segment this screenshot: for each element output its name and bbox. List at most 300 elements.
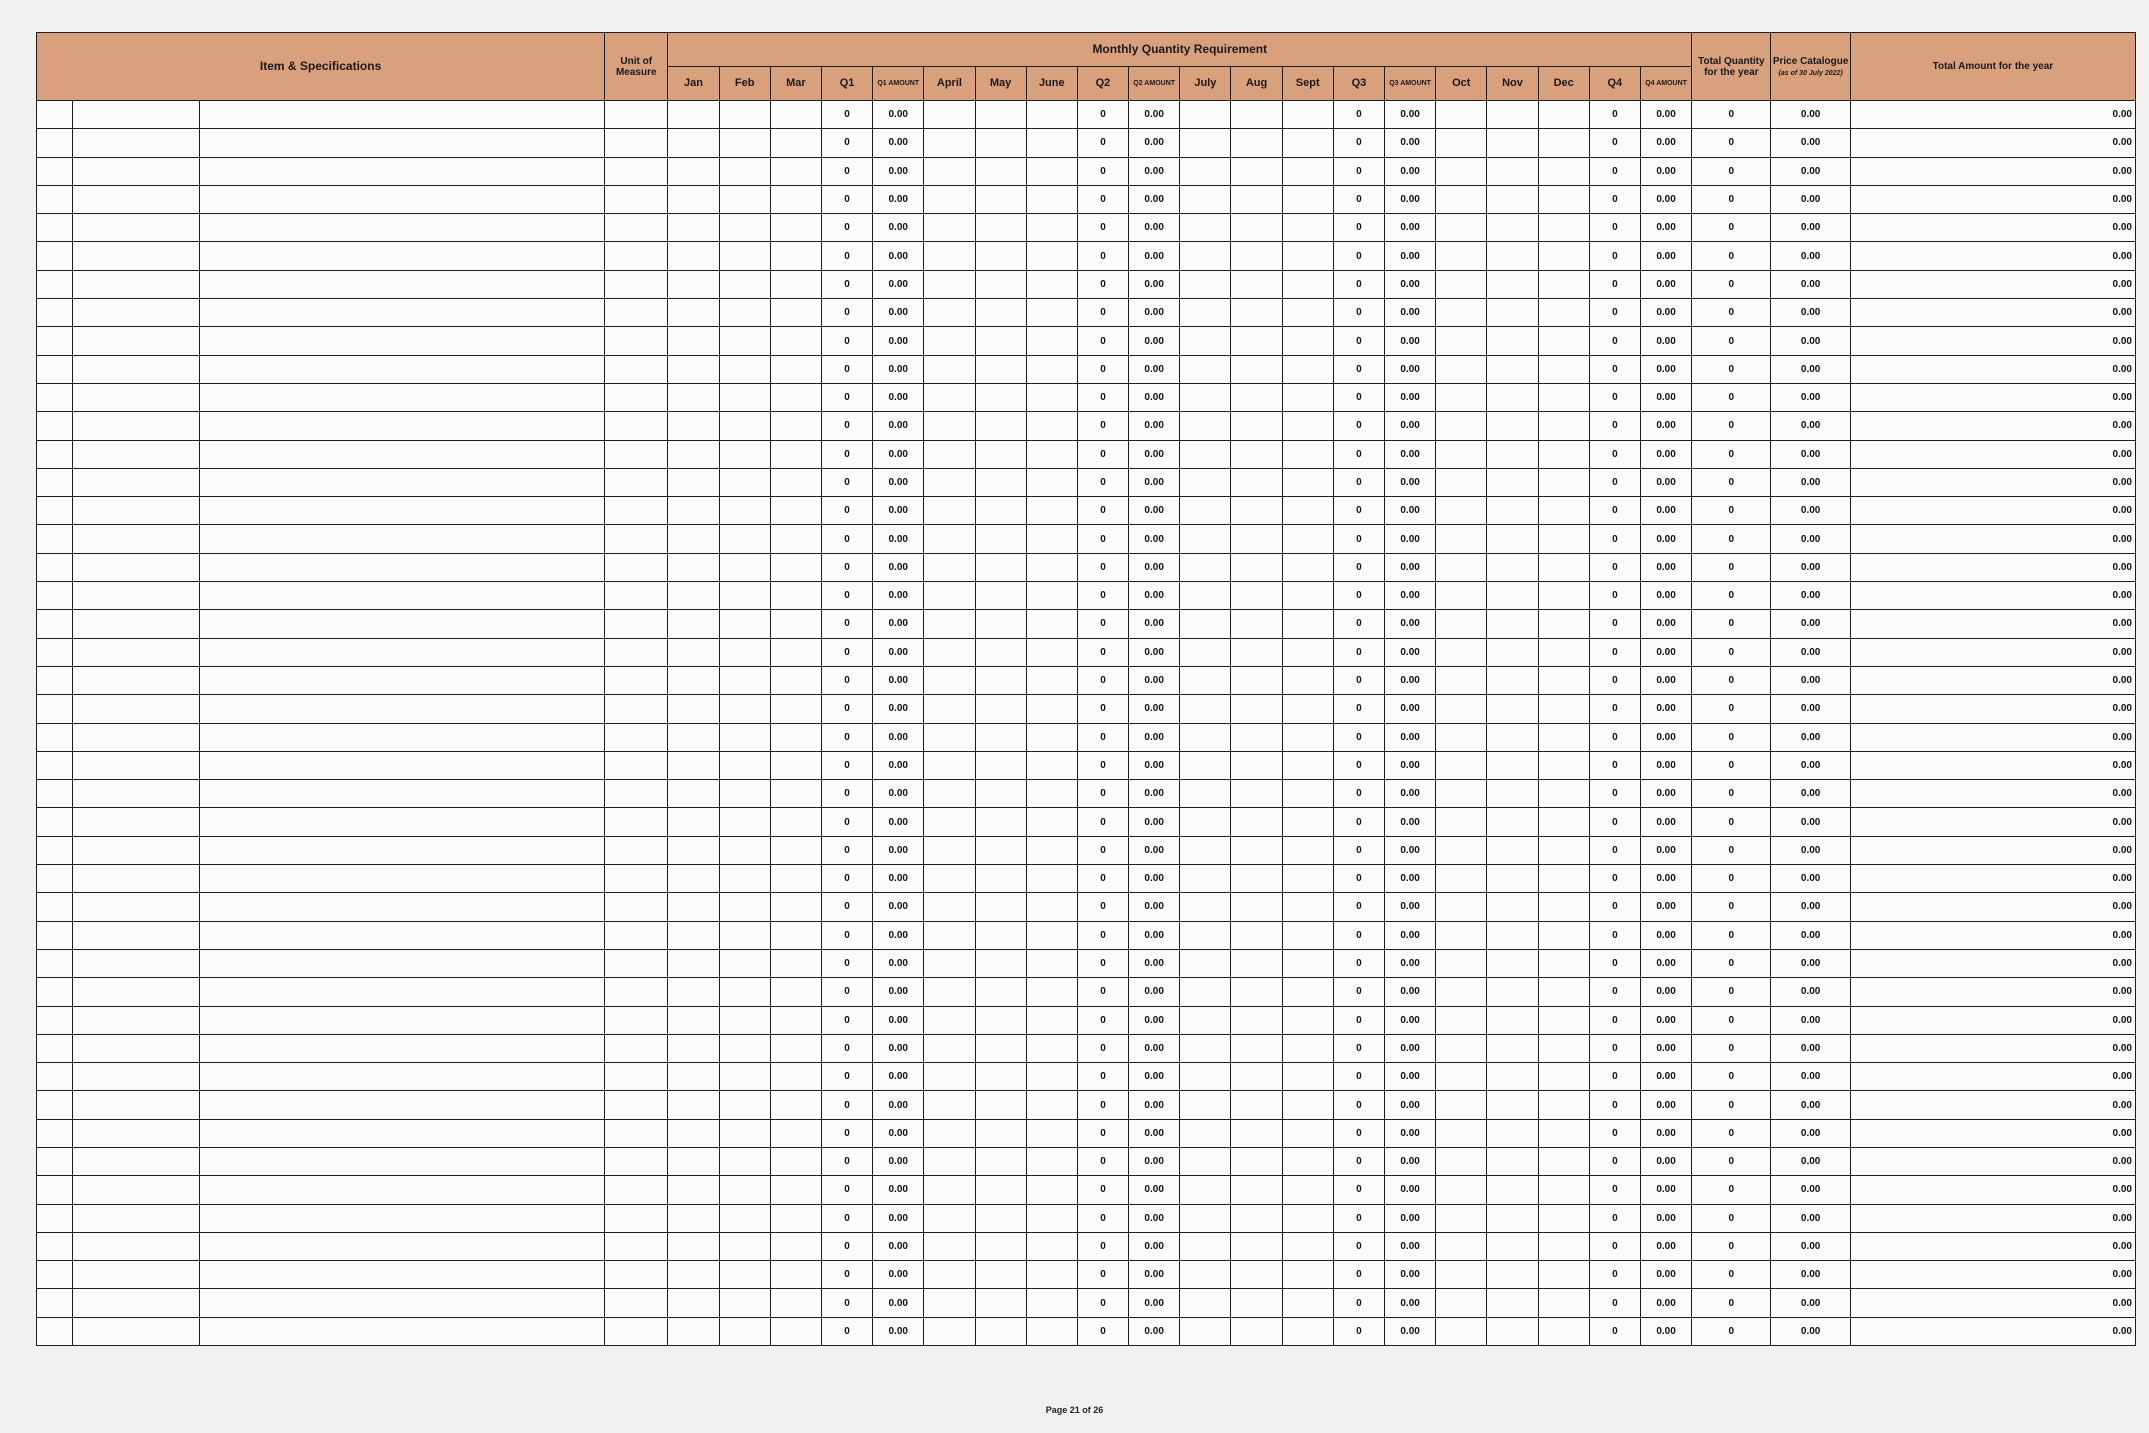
sept-cell <box>1282 1176 1333 1204</box>
q3-amount-cell: 0.00 <box>1385 893 1436 921</box>
mar-cell <box>770 553 821 581</box>
row-number-cell <box>37 695 73 723</box>
nov-cell <box>1487 751 1538 779</box>
q2-amount-cell: 0.00 <box>1129 157 1180 185</box>
total-quantity-cell: 0 <box>1692 1006 1771 1034</box>
q1-cell: 0 <box>821 1091 872 1119</box>
sept-cell <box>1282 440 1333 468</box>
total-quantity-cell: 0 <box>1692 808 1771 836</box>
q1-cell: 0 <box>821 666 872 694</box>
q1-cell: 0 <box>821 921 872 949</box>
july-cell <box>1180 1261 1231 1289</box>
row-number-cell <box>37 1034 73 1062</box>
oct-cell <box>1436 723 1487 751</box>
june-cell <box>1026 808 1077 836</box>
feb-cell <box>719 327 770 355</box>
q1-amount-cell: 0.00 <box>873 1204 924 1232</box>
may-cell <box>975 1317 1026 1345</box>
q3-amount-cell: 0.00 <box>1385 780 1436 808</box>
june-cell <box>1026 638 1077 666</box>
jan-cell <box>668 1176 719 1204</box>
q2-cell: 0 <box>1077 468 1128 496</box>
april-cell <box>924 1006 975 1034</box>
item-description-cell <box>199 497 605 525</box>
q2-amount-cell: 0.00 <box>1129 865 1180 893</box>
may-cell <box>975 1091 1026 1119</box>
item-code-cell <box>73 412 199 440</box>
header-april: April <box>924 67 975 101</box>
dec-cell <box>1538 1006 1589 1034</box>
mar-cell <box>770 440 821 468</box>
oct-cell <box>1436 1176 1487 1204</box>
table-row <box>37 1147 2136 1175</box>
sept-cell <box>1282 468 1333 496</box>
jan-cell <box>668 808 719 836</box>
q1-amount-cell: 0.00 <box>873 723 924 751</box>
item-description-cell <box>199 214 605 242</box>
april-cell <box>924 751 975 779</box>
item-code-cell <box>73 780 199 808</box>
q4-amount-cell: 0.00 <box>1640 1006 1691 1034</box>
price-cell: 0.00 <box>1771 440 1850 468</box>
item-description-cell <box>199 1176 605 1204</box>
may-cell <box>975 865 1026 893</box>
q2-cell: 0 <box>1077 185 1128 213</box>
oct-cell <box>1436 553 1487 581</box>
july-cell <box>1180 1034 1231 1062</box>
may-cell <box>975 1176 1026 1204</box>
total-amount-cell: 0.00 <box>1850 1289 2135 1317</box>
q1-amount-cell: 0.00 <box>873 1091 924 1119</box>
price-catalogue-label: Price Catalogue <box>1772 55 1849 67</box>
q2-cell: 0 <box>1077 157 1128 185</box>
unit-cell <box>605 242 668 270</box>
row-number-cell <box>37 327 73 355</box>
q3-cell: 0 <box>1333 808 1384 836</box>
q4-cell: 0 <box>1589 327 1640 355</box>
sept-cell <box>1282 327 1333 355</box>
feb-cell <box>719 355 770 383</box>
price-cell: 0.00 <box>1771 1091 1850 1119</box>
q3-cell: 0 <box>1333 1176 1384 1204</box>
q2-amount-cell: 0.00 <box>1129 921 1180 949</box>
oct-cell <box>1436 751 1487 779</box>
q1-amount-cell: 0.00 <box>873 865 924 893</box>
mar-cell <box>770 893 821 921</box>
q4-cell: 0 <box>1589 242 1640 270</box>
q3-amount-cell: 0.00 <box>1385 836 1436 864</box>
q3-amount-cell: 0.00 <box>1385 582 1436 610</box>
oct-cell <box>1436 1063 1487 1091</box>
dec-cell <box>1538 893 1589 921</box>
may-cell <box>975 610 1026 638</box>
mar-cell <box>770 836 821 864</box>
april-cell <box>924 836 975 864</box>
dec-cell <box>1538 101 1589 129</box>
item-code-cell <box>73 129 199 157</box>
dec-cell <box>1538 695 1589 723</box>
q4-cell: 0 <box>1589 1261 1640 1289</box>
april-cell <box>924 355 975 383</box>
oct-cell <box>1436 638 1487 666</box>
item-code-cell <box>73 1261 199 1289</box>
aug-cell <box>1231 270 1282 298</box>
total-amount-cell: 0.00 <box>1850 978 2135 1006</box>
july-cell <box>1180 1289 1231 1317</box>
row-number-cell <box>37 1147 73 1175</box>
q2-cell: 0 <box>1077 1063 1128 1091</box>
q4-cell: 0 <box>1589 836 1640 864</box>
aug-cell <box>1231 440 1282 468</box>
table-row <box>37 780 2136 808</box>
july-cell <box>1180 242 1231 270</box>
oct-cell <box>1436 808 1487 836</box>
total-quantity-cell: 0 <box>1692 1317 1771 1345</box>
total-amount-cell: 0.00 <box>1850 638 2135 666</box>
item-description-cell <box>199 1317 605 1345</box>
header-total-quantity: Total Quantity for the year <box>1692 33 1771 101</box>
price-cell: 0.00 <box>1771 949 1850 977</box>
aug-cell <box>1231 666 1282 694</box>
q4-cell: 0 <box>1589 582 1640 610</box>
q2-amount-cell: 0.00 <box>1129 242 1180 270</box>
unit-cell <box>605 1147 668 1175</box>
feb-cell <box>719 185 770 213</box>
q4-cell: 0 <box>1589 1006 1640 1034</box>
aug-cell <box>1231 723 1282 751</box>
jan-cell <box>668 1119 719 1147</box>
aug-cell <box>1231 1091 1282 1119</box>
oct-cell <box>1436 157 1487 185</box>
total-amount-cell: 0.00 <box>1850 299 2135 327</box>
total-quantity-cell: 0 <box>1692 270 1771 298</box>
q4-cell: 0 <box>1589 497 1640 525</box>
item-description-cell <box>199 185 605 213</box>
june-cell <box>1026 582 1077 610</box>
row-number-cell <box>37 1289 73 1317</box>
q3-amount-cell: 0.00 <box>1385 1289 1436 1317</box>
total-amount-cell: 0.00 <box>1850 610 2135 638</box>
row-number-cell <box>37 440 73 468</box>
item-code-cell <box>73 666 199 694</box>
q1-cell: 0 <box>821 1119 872 1147</box>
row-number-cell <box>37 638 73 666</box>
header-q3-amount: Q3 AMOUNT <box>1385 67 1436 101</box>
jan-cell <box>668 383 719 411</box>
mar-cell <box>770 695 821 723</box>
june-cell <box>1026 836 1077 864</box>
mar-cell <box>770 327 821 355</box>
sept-cell <box>1282 836 1333 864</box>
july-cell <box>1180 299 1231 327</box>
may-cell <box>975 780 1026 808</box>
sept-cell <box>1282 1204 1333 1232</box>
q4-cell: 0 <box>1589 949 1640 977</box>
jan-cell <box>668 242 719 270</box>
feb-cell <box>719 383 770 411</box>
dec-cell <box>1538 1317 1589 1345</box>
q3-cell: 0 <box>1333 525 1384 553</box>
q3-cell: 0 <box>1333 949 1384 977</box>
q4-cell: 0 <box>1589 1232 1640 1260</box>
jan-cell <box>668 1147 719 1175</box>
row-number-cell <box>37 723 73 751</box>
table-row <box>37 412 2136 440</box>
feb-cell <box>719 638 770 666</box>
june-cell <box>1026 1006 1077 1034</box>
q3-cell: 0 <box>1333 723 1384 751</box>
mar-cell <box>770 610 821 638</box>
q3-cell: 0 <box>1333 129 1384 157</box>
table-row <box>37 1119 2136 1147</box>
jan-cell <box>668 893 719 921</box>
dec-cell <box>1538 610 1589 638</box>
sept-cell <box>1282 610 1333 638</box>
total-amount-cell: 0.00 <box>1850 412 2135 440</box>
jan-cell <box>668 185 719 213</box>
april-cell <box>924 1317 975 1345</box>
july-cell <box>1180 1204 1231 1232</box>
table-row <box>37 638 2136 666</box>
july-cell <box>1180 751 1231 779</box>
header-q3: Q3 <box>1333 67 1384 101</box>
july-cell <box>1180 383 1231 411</box>
mar-cell <box>770 1261 821 1289</box>
q2-amount-cell: 0.00 <box>1129 270 1180 298</box>
dec-cell <box>1538 157 1589 185</box>
q2-amount-cell: 0.00 <box>1129 582 1180 610</box>
q4-amount-cell: 0.00 <box>1640 808 1691 836</box>
july-cell <box>1180 978 1231 1006</box>
nov-cell <box>1487 440 1538 468</box>
q1-amount-cell: 0.00 <box>873 497 924 525</box>
q4-cell: 0 <box>1589 299 1640 327</box>
q2-cell: 0 <box>1077 808 1128 836</box>
may-cell <box>975 440 1026 468</box>
july-cell <box>1180 949 1231 977</box>
april-cell <box>924 1063 975 1091</box>
mar-cell <box>770 751 821 779</box>
july-cell <box>1180 270 1231 298</box>
q1-amount-cell: 0.00 <box>873 1289 924 1317</box>
feb-cell <box>719 270 770 298</box>
jan-cell <box>668 582 719 610</box>
q4-amount-cell: 0.00 <box>1640 978 1691 1006</box>
aug-cell <box>1231 893 1282 921</box>
row-number-cell <box>37 525 73 553</box>
july-cell <box>1180 1176 1231 1204</box>
q1-amount-cell: 0.00 <box>873 751 924 779</box>
q4-cell: 0 <box>1589 751 1640 779</box>
q1-cell: 0 <box>821 355 872 383</box>
total-amount-cell: 0.00 <box>1850 1317 2135 1345</box>
total-amount-cell: 0.00 <box>1850 808 2135 836</box>
item-description-cell <box>199 270 605 298</box>
mar-cell <box>770 978 821 1006</box>
q4-cell: 0 <box>1589 553 1640 581</box>
table-row <box>37 1006 2136 1034</box>
mar-cell <box>770 299 821 327</box>
dec-cell <box>1538 327 1589 355</box>
q1-cell: 0 <box>821 525 872 553</box>
item-description-cell <box>199 1232 605 1260</box>
q2-cell: 0 <box>1077 582 1128 610</box>
dec-cell <box>1538 299 1589 327</box>
jan-cell <box>668 1091 719 1119</box>
nov-cell <box>1487 780 1538 808</box>
sept-cell <box>1282 1317 1333 1345</box>
q3-amount-cell: 0.00 <box>1385 440 1436 468</box>
row-number-cell <box>37 1006 73 1034</box>
item-description-cell <box>199 610 605 638</box>
q3-cell: 0 <box>1333 185 1384 213</box>
oct-cell <box>1436 299 1487 327</box>
table-row <box>37 1204 2136 1232</box>
q2-cell: 0 <box>1077 129 1128 157</box>
april-cell <box>924 949 975 977</box>
total-amount-cell: 0.00 <box>1850 383 2135 411</box>
oct-cell <box>1436 1317 1487 1345</box>
unit-cell <box>605 723 668 751</box>
nov-cell <box>1487 497 1538 525</box>
q2-amount-cell: 0.00 <box>1129 1063 1180 1091</box>
dec-cell <box>1538 355 1589 383</box>
q4-cell: 0 <box>1589 808 1640 836</box>
jan-cell <box>668 412 719 440</box>
q4-cell: 0 <box>1589 1147 1640 1175</box>
price-cell: 0.00 <box>1771 157 1850 185</box>
total-amount-cell: 0.00 <box>1850 780 2135 808</box>
total-amount-cell: 0.00 <box>1850 1034 2135 1062</box>
mar-cell <box>770 723 821 751</box>
header-price-catalogue <box>1771 33 1850 101</box>
q3-cell: 0 <box>1333 780 1384 808</box>
june-cell <box>1026 1261 1077 1289</box>
item-code-cell <box>73 610 199 638</box>
item-code-cell <box>73 1176 199 1204</box>
jan-cell <box>668 440 719 468</box>
feb-cell <box>719 1176 770 1204</box>
june-cell <box>1026 327 1077 355</box>
sept-cell <box>1282 1232 1333 1260</box>
nov-cell <box>1487 355 1538 383</box>
row-number-cell <box>37 1204 73 1232</box>
q3-cell: 0 <box>1333 553 1384 581</box>
q3-cell: 0 <box>1333 468 1384 496</box>
aug-cell <box>1231 553 1282 581</box>
q1-amount-cell: 0.00 <box>873 553 924 581</box>
dec-cell <box>1538 978 1589 1006</box>
april-cell <box>924 129 975 157</box>
price-cell: 0.00 <box>1771 751 1850 779</box>
q4-amount-cell: 0.00 <box>1640 185 1691 213</box>
aug-cell <box>1231 383 1282 411</box>
item-code-cell <box>73 185 199 213</box>
item-description-cell <box>199 1147 605 1175</box>
price-cell: 0.00 <box>1771 1261 1850 1289</box>
table-row <box>37 949 2136 977</box>
sept-cell <box>1282 525 1333 553</box>
q1-amount-cell: 0.00 <box>873 1119 924 1147</box>
unit-cell <box>605 808 668 836</box>
unit-cell <box>605 780 668 808</box>
q4-cell: 0 <box>1589 157 1640 185</box>
total-quantity-cell: 0 <box>1692 242 1771 270</box>
price-cell: 0.00 <box>1771 299 1850 327</box>
q4-amount-cell: 0.00 <box>1640 242 1691 270</box>
q4-amount-cell: 0.00 <box>1640 355 1691 383</box>
july-cell <box>1180 1232 1231 1260</box>
q2-amount-cell: 0.00 <box>1129 185 1180 213</box>
feb-cell <box>719 695 770 723</box>
header-q4-amount: Q4 AMOUNT <box>1640 67 1691 101</box>
total-amount-cell: 0.00 <box>1850 468 2135 496</box>
table-row <box>37 695 2136 723</box>
total-amount-cell: 0.00 <box>1850 751 2135 779</box>
item-code-cell <box>73 157 199 185</box>
total-amount-cell: 0.00 <box>1850 865 2135 893</box>
july-cell <box>1180 921 1231 949</box>
q3-cell: 0 <box>1333 610 1384 638</box>
oct-cell <box>1436 921 1487 949</box>
total-amount-cell: 0.00 <box>1850 327 2135 355</box>
sept-cell <box>1282 865 1333 893</box>
table-row <box>37 893 2136 921</box>
q3-cell: 0 <box>1333 1147 1384 1175</box>
unit-cell <box>605 383 668 411</box>
q1-cell: 0 <box>821 497 872 525</box>
item-code-cell <box>73 695 199 723</box>
q4-cell: 0 <box>1589 610 1640 638</box>
jan-cell <box>668 836 719 864</box>
q1-amount-cell: 0.00 <box>873 525 924 553</box>
price-cell: 0.00 <box>1771 1176 1850 1204</box>
q1-amount-cell: 0.00 <box>873 1006 924 1034</box>
q4-cell: 0 <box>1589 101 1640 129</box>
sept-cell <box>1282 808 1333 836</box>
total-quantity-cell: 0 <box>1692 299 1771 327</box>
q1-cell: 0 <box>821 893 872 921</box>
june-cell <box>1026 468 1077 496</box>
item-code-cell <box>73 1063 199 1091</box>
item-description-cell <box>199 1261 605 1289</box>
nov-cell <box>1487 157 1538 185</box>
q4-cell: 0 <box>1589 1119 1640 1147</box>
total-amount-cell: 0.00 <box>1850 1204 2135 1232</box>
row-number-cell <box>37 865 73 893</box>
q2-amount-cell: 0.00 <box>1129 327 1180 355</box>
table-body <box>37 101 2136 1346</box>
item-description-cell <box>199 1091 605 1119</box>
oct-cell <box>1436 1034 1487 1062</box>
q2-amount-cell: 0.00 <box>1129 1232 1180 1260</box>
table-row <box>37 383 2136 411</box>
q2-amount-cell: 0.00 <box>1129 1289 1180 1317</box>
q1-cell: 0 <box>821 327 872 355</box>
q4-cell: 0 <box>1589 780 1640 808</box>
nov-cell <box>1487 865 1538 893</box>
q3-cell: 0 <box>1333 1006 1384 1034</box>
q3-amount-cell: 0.00 <box>1385 468 1436 496</box>
mar-cell <box>770 1147 821 1175</box>
july-cell <box>1180 1006 1231 1034</box>
q4-amount-cell: 0.00 <box>1640 497 1691 525</box>
table-row <box>37 808 2136 836</box>
july-cell <box>1180 214 1231 242</box>
q2-cell: 0 <box>1077 1006 1128 1034</box>
price-cell: 0.00 <box>1771 1119 1850 1147</box>
jan-cell <box>668 1317 719 1345</box>
